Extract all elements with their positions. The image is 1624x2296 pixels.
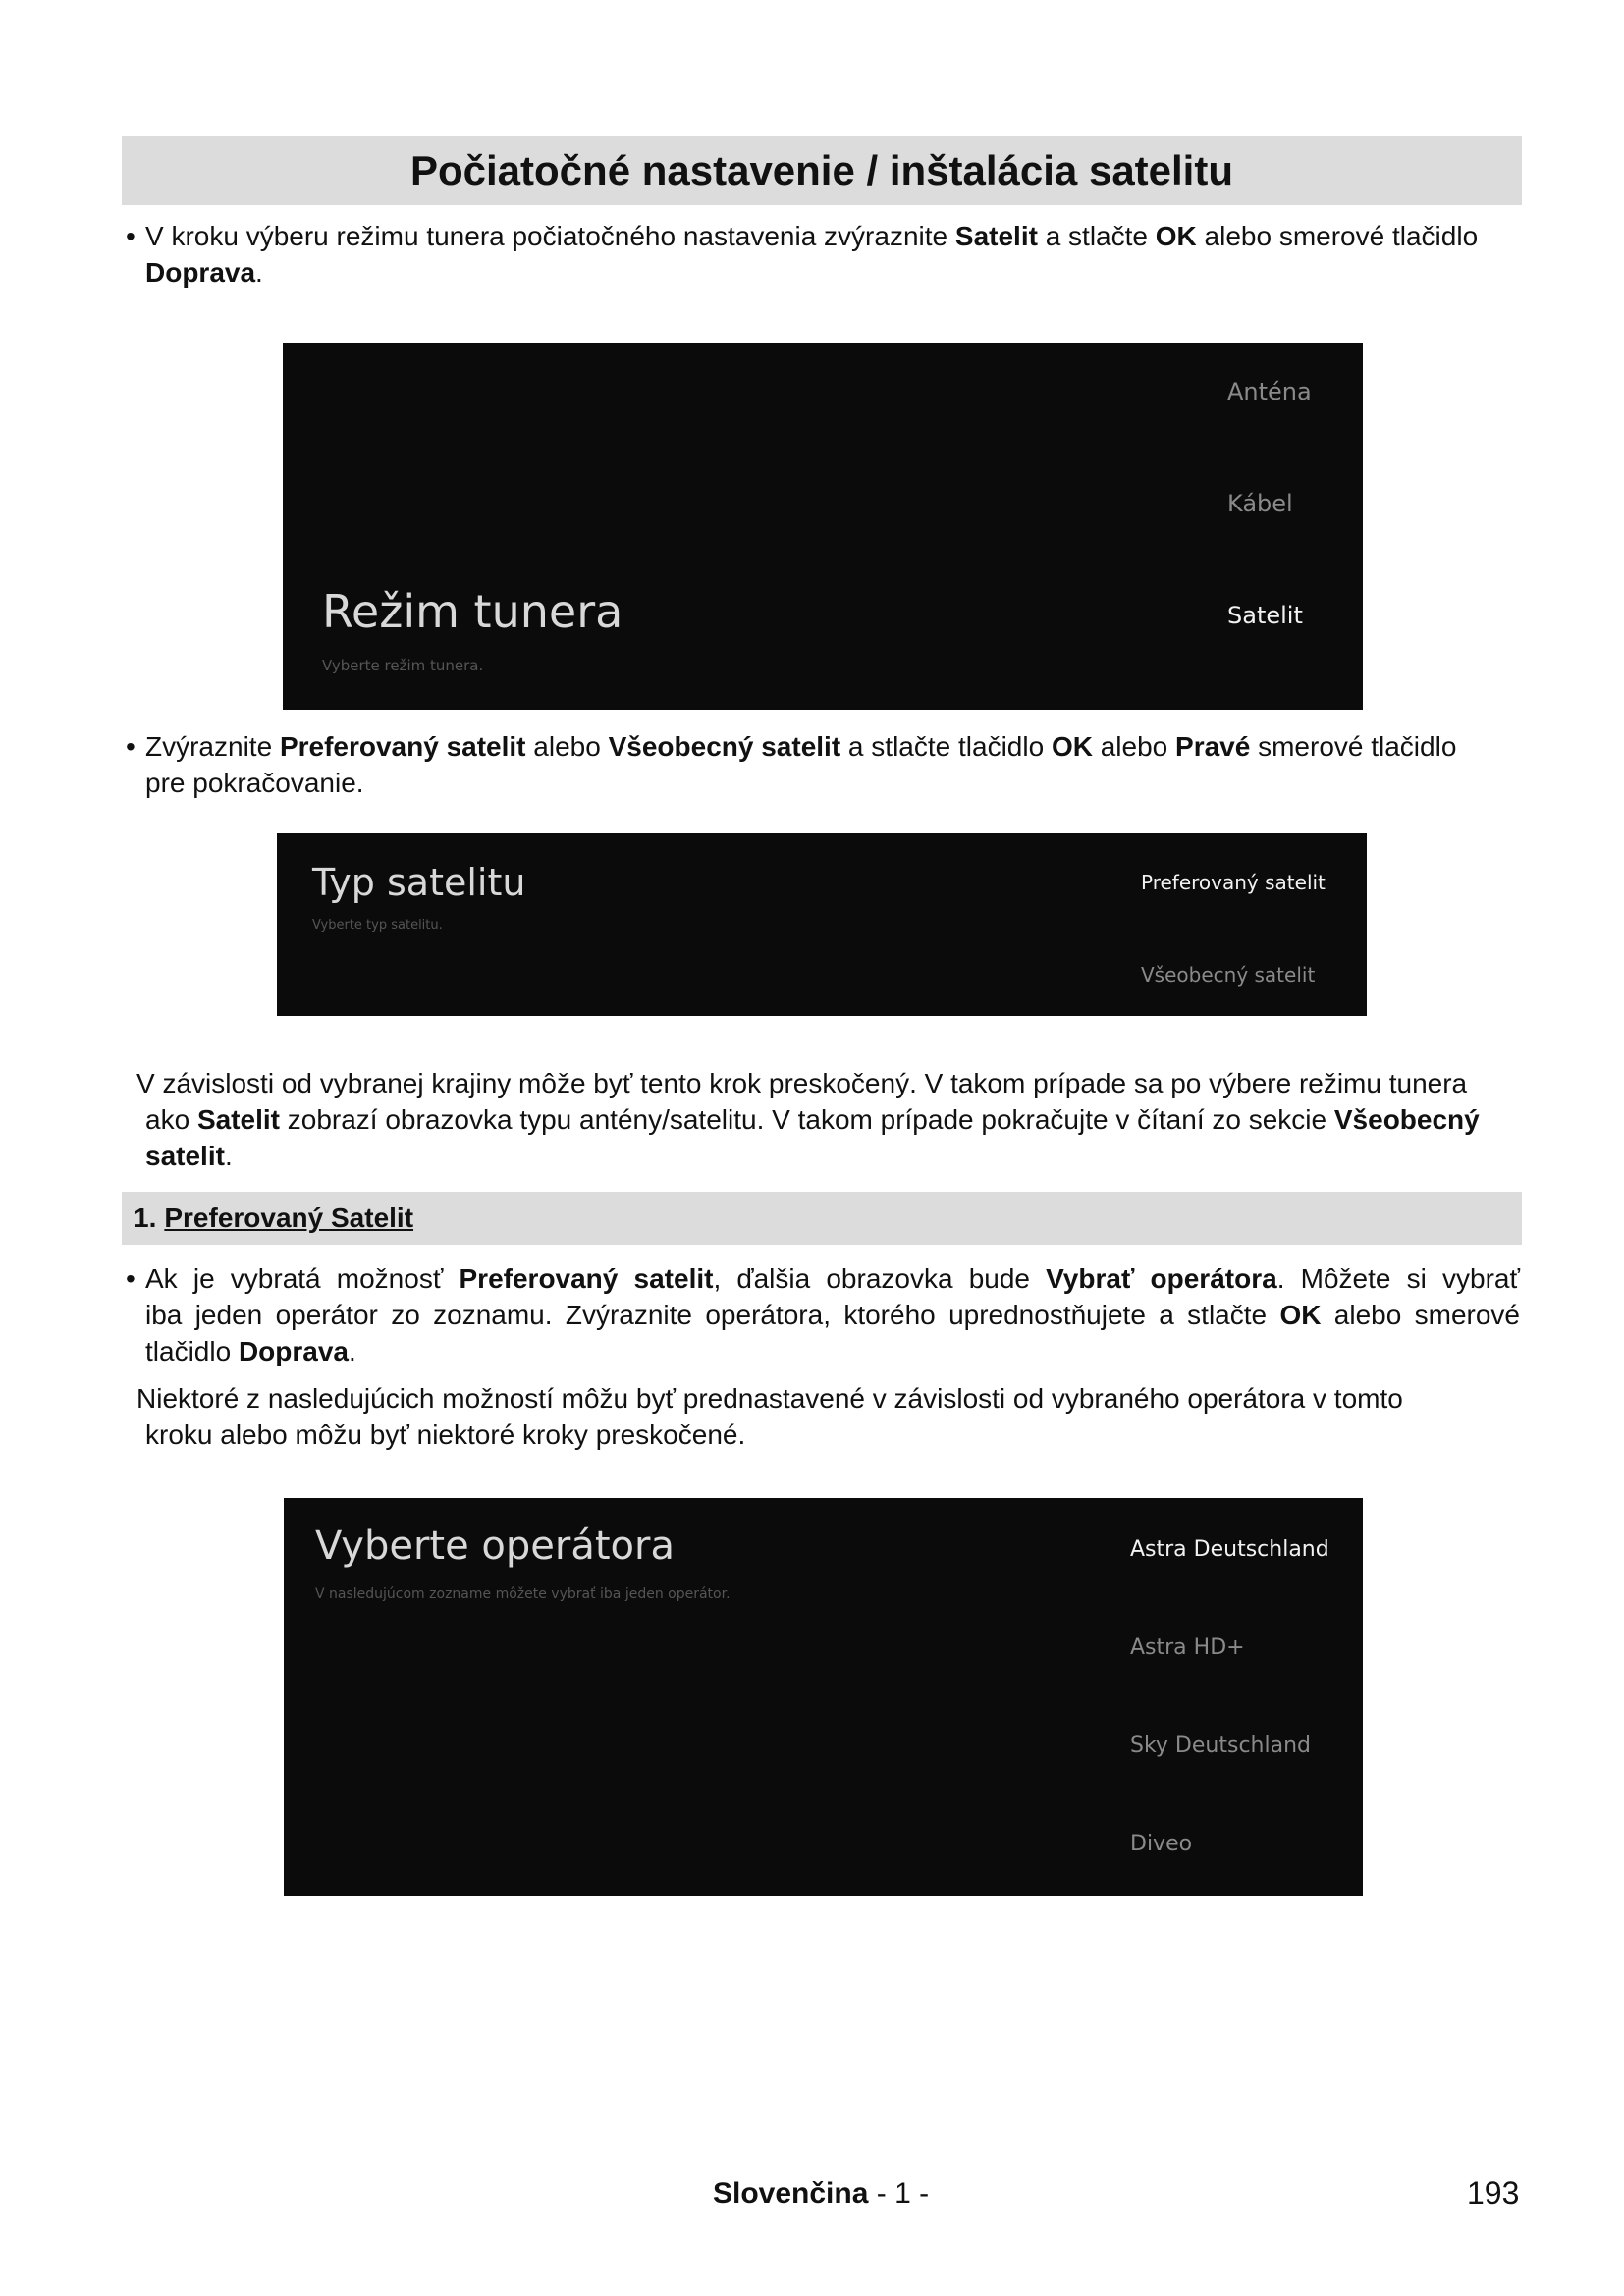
tuner-mode-screen (283, 343, 1363, 710)
paragraph-operator-note: Niektoré z nasledujúcich možností môžu byť prednastavené v závislosti od vybraného operátora v tomto kroku alebo môžu byť niektoré kroky preskočené. (136, 1383, 1403, 1450)
bullet: • (126, 731, 135, 762)
option-general-satellite[interactable]: Všeobecný satelit (1141, 963, 1316, 987)
section-number: 1. (134, 1202, 157, 1233)
screen-title: Vyberte operátora (315, 1523, 675, 1569)
option-astra-deutschland[interactable]: Astra Deutschland (1130, 1537, 1329, 1562)
paragraph-preferred-satellite: Ak je vybratá možnosť Preferovaný satelit, ďalšia obrazovka bude Vybrať operátora. Môžete si vybrať iba jeden operátor zo zoznamu. Zvýraznite operátora, ktorého uprednostňujete a stlačte OK alebo smerové tlačidlo Doprava. (145, 1263, 1521, 1366)
paragraph-country-note: V závislosti od vybranej krajiny môže byť tento krok preskočený. V takom prípade sa po výbere režimu tunera ako Satelit zobrazí obrazovka typu antény/satelitu. V takom prípade pokračujte v čítaní zo sekcie Všeobecný satelit. (136, 1068, 1480, 1171)
option-diveo[interactable]: Diveo (1130, 1832, 1193, 1856)
paragraph-tuner-mode: V kroku výberu režimu tunera počiatočného nastavenia zvýraznite Satelit a stlačte OK alebo smerové tlačidlo Doprava. (145, 221, 1479, 288)
paragraph-satellite-type: Zvýraznite Preferovaný satelit alebo Všeobecný satelit a stlačte tlačidlo OK alebo Pravé smerové tlačidlo pre pokračovanie. (145, 731, 1457, 798)
option-astra-hd-plus[interactable]: Astra HD+ (1130, 1635, 1245, 1660)
page-title: Počiatočné nastavenie / inštalácia satelitu (409, 147, 1233, 193)
screen-subtitle: Vyberte typ satelitu. (312, 918, 443, 933)
section-label: Preferovaný Satelit (164, 1202, 414, 1233)
section-heading (122, 1192, 1522, 1245)
footer-language: Slovenčina - 1 - (713, 2177, 930, 2210)
choose-operator-screen (284, 1498, 1363, 1896)
page-number: 193 (1467, 2175, 1520, 2211)
screen-title: Typ satelitu (312, 861, 526, 904)
option-preferred-satellite[interactable]: Preferovaný satelit (1141, 871, 1326, 894)
satellite-type-screen (277, 833, 1367, 1016)
bullet: • (126, 1263, 135, 1294)
option-sky-deutschland[interactable]: Sky Deutschland (1130, 1734, 1311, 1758)
screen-title: Režim tunera (322, 585, 623, 638)
option-cable[interactable]: Kábel (1227, 490, 1293, 517)
screen-subtitle: Vyberte režim tunera. (322, 657, 484, 674)
page-title-bar (122, 136, 1522, 205)
option-satellite[interactable]: Satelit (1227, 602, 1303, 629)
bullet: • (126, 221, 135, 251)
option-antenna[interactable]: Anténa (1227, 378, 1312, 405)
screen-subtitle: V nasledujúcom zozname môžete vybrať iba jeden operátor. (315, 1586, 731, 1602)
